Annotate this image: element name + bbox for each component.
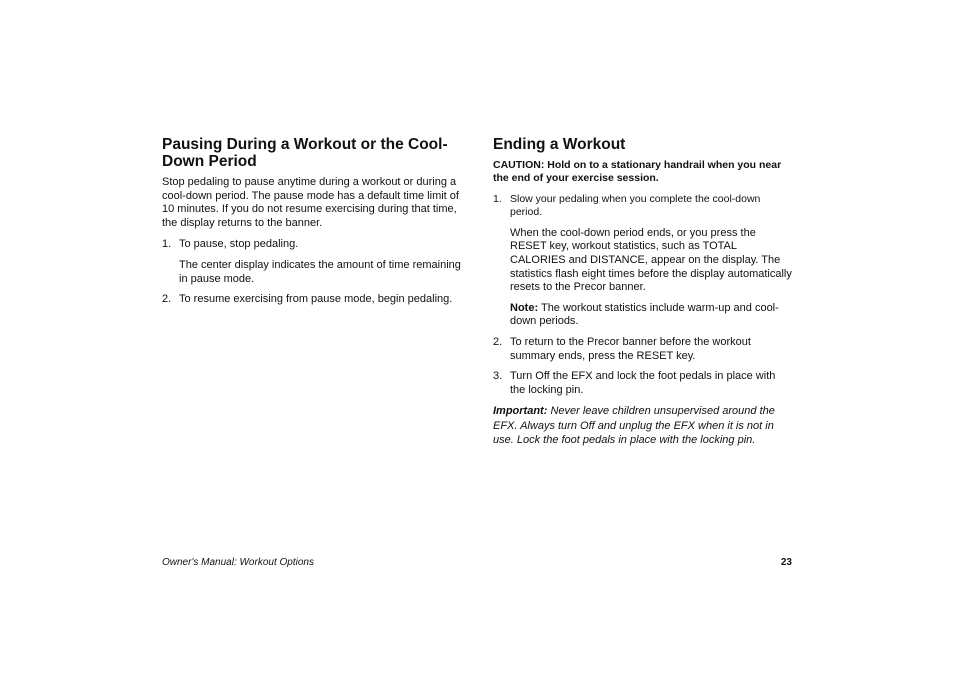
important-notice — [493, 404, 793, 447]
step-text: Turn Off the EFX and lock the foot pedals in place with the locking pin. — [510, 370, 776, 396]
section-heading-pausing: Pausing During a Workout or the Cool-Down Period — [162, 136, 448, 170]
step-number: 2. — [493, 335, 503, 348]
list-item — [493, 336, 793, 363]
note-text: The workout statistics include warm-up and cool-down periods. — [510, 301, 779, 328]
step-number: 1. — [162, 238, 172, 251]
step-number: 2. — [162, 293, 172, 306]
step-text: To resume exercising from pause mode, begin pedaling. — [179, 293, 453, 306]
step-number: 1. — [493, 192, 502, 205]
step-subtext: When the cool-down period ends, or you press the RESET key, workout statistics, such as TOTAL CALORIES and DISTANCE, appear on the display. The statistics flash eight times before the display automatically resets to the Precor banner. — [510, 226, 792, 294]
important-label: Important: — [493, 405, 548, 418]
footer-title: Owner's Manual: Workout Options — [162, 557, 314, 568]
step-text: To return to the Precor banner before the workout summary ends, press the RESET key. — [510, 335, 751, 362]
right-column — [493, 136, 793, 448]
section-heading-ending: Ending a Workout — [493, 136, 626, 153]
step-text: Slow your pedaling when you complete the cool-down period. — [510, 192, 761, 219]
step-text: To pause, stop pedaling. — [179, 238, 299, 251]
list-item — [162, 293, 462, 307]
important-text: Never leave children unsupervised around the EFX. Always turn Off and unplug the EFX when it is not in use. Lock the foot pedals in place with the locking pin. — [493, 405, 775, 447]
list-item — [162, 238, 462, 286]
step-subtext: The center display indicates the amount of time remaining in pause mode. — [179, 258, 461, 285]
list-item — [493, 370, 793, 397]
step-number: 3. — [493, 370, 503, 383]
page-number: 23 — [780, 557, 792, 568]
list-item — [493, 193, 793, 329]
left-column — [162, 136, 462, 314]
note — [510, 302, 793, 329]
pausing-steps — [162, 238, 462, 306]
ending-steps — [493, 193, 793, 398]
caution-text: CAUTION: Hold on to a stationary handrail when you near the end of your exercise session. — [493, 159, 782, 184]
pausing-intro: Stop pedaling to pause anytime during a workout or during a cool-down period. The pause mode has a default time limit of 10 minutes. If you do not resume exercising during that time, the display returns to the banner. — [162, 176, 459, 229]
note-label: Note: — [510, 301, 539, 314]
